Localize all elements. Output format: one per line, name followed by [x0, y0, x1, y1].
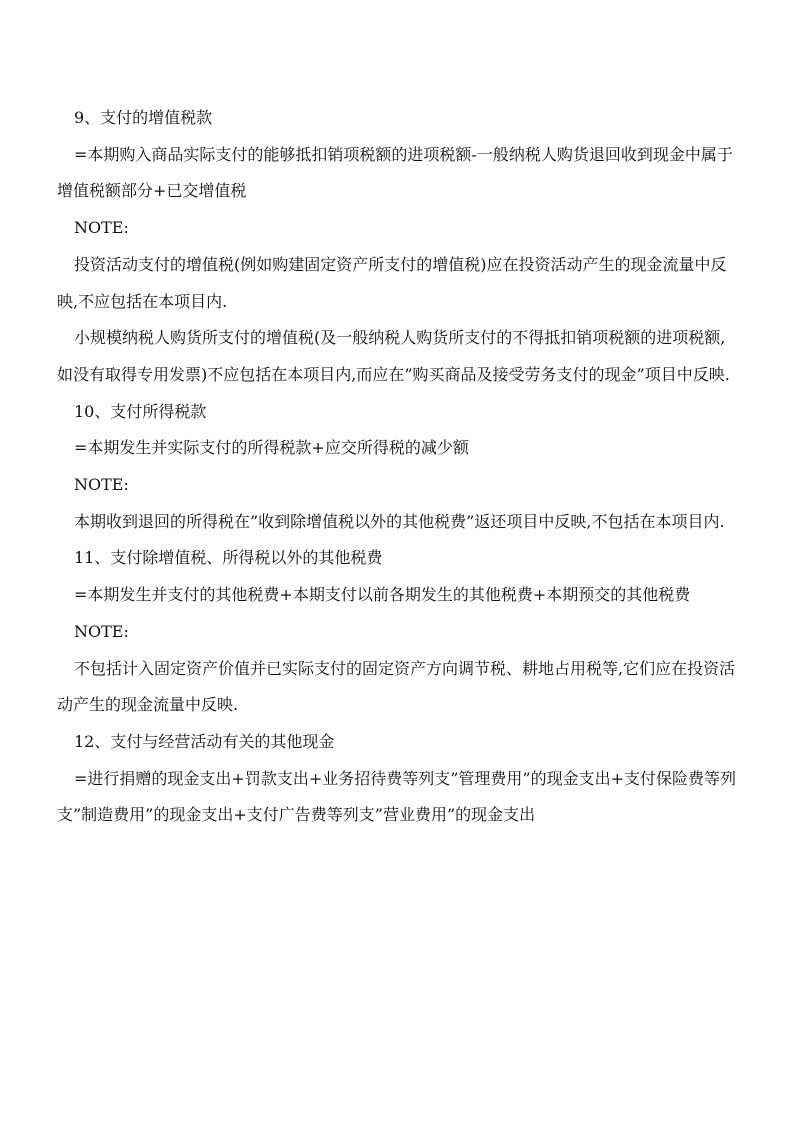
note-paragraph: 不包括计入固定资产价值并已实际支付的固定资产方向调节税、耕地占用税等,它们应在投资活动产生的现金流量中反映. — [57, 658, 736, 715]
note-label: NOTE: — [74, 218, 129, 238]
note-paragraph: 本期收到退回的所得税在”收到除增值税以外的其他税费”返还项目中反映,不包括在本项目内. — [74, 511, 725, 531]
section-heading-12: 12、支付与经营活动有关的其他现金 — [74, 731, 335, 751]
formula-paragraph: =进行捐赠的现金支出+罚款支出+业务招待费等列支”管理费用”的现金支出+支付保险费等列支”制造费用”的现金支出+支付广告费等列支”营业费用”的现金支出 — [57, 768, 736, 825]
section-heading-10: 10、支付所得税款 — [74, 401, 207, 421]
formula-paragraph: =本期发生并支付的其他税费+本期支付以前各期发生的其他税费+本期预交的其他税费 — [74, 585, 691, 605]
note-paragraph: 小规模纳税人购货所支付的增值税(及一般纳税人购货所支付的不得抵扣销项税额的进项税额,如没有取得专用发票)不应包括在本项目内,而应在”购买商品及接受劳务支付的现金”项目中反映. — [57, 328, 730, 384]
section-heading-9: 9、支付的增值税款 — [74, 108, 213, 127]
note-label: NOTE: — [74, 621, 129, 641]
formula-paragraph: =本期发生并实际支付的所得税款+应交所得税的减少额 — [74, 438, 469, 458]
document-body — [57, 100, 739, 834]
formula-paragraph: =本期购入商品实际支付的能够抵扣销项税额的进项税额-一般纳税人购货退回收到现金中属于增值税额部分+已交增值税 — [57, 144, 733, 201]
note-label: NOTE: — [74, 475, 129, 495]
section-heading-11: 11、支付除增值税、所得税以外的其他税费 — [74, 548, 383, 568]
note-paragraph: 投资活动支付的增值税(例如购建固定资产所支付的增值税)应在投资活动产生的现金流量中反映,不应包括在本项目内. — [57, 254, 727, 311]
